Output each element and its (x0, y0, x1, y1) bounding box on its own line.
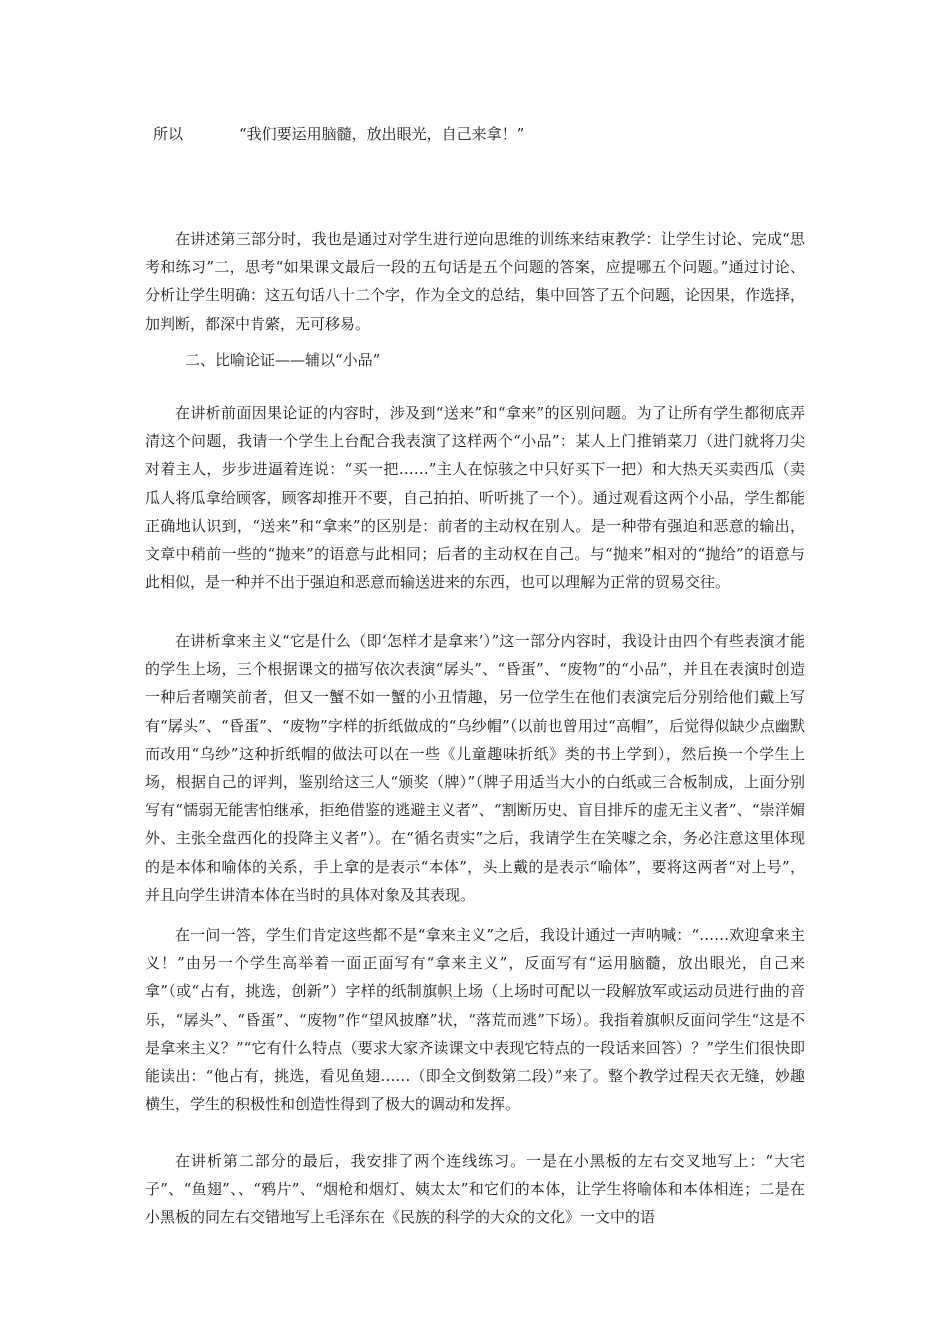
intro-line (153, 120, 524, 148)
paragraph-what-is-it: 在讲析拿来主义“它是什么（即‘怎样才是拿来’）”这一部分内容时，我设计由四个有些表演才能的学生上场，三个根据课文的描写依次表演“孱头”、“昏蛋”、“废物”的“小品”，并且在表演时创造一种后者嘲笑前者，但又一蟹不如一蟹的小丑情趣，另一位学生在他们表演完后分别给他们戴上写有“孱头”、“昏蛋”、“废物”字样的折纸做成的“乌纱帽”（以前也曾用过“高帽”，后觉得似缺少点幽默而改用“乌纱”这种折纸帽的做法可以在一些《儿童趣味折纸》类的书上学到），然后换一个学生上场，根据自己的评判，鉴别给这三人“颁奖（牌）”（牌子用适当大小的白纸或三合板制成，上面分别写有“懦弱无能害怕继承，拒绝借鉴的逃避主义者”、“割断历史、盲目排斥的虚无主义者”、“崇洋媚外、主张全盘西化的投降主义者”）。在“循名责实”之后，我请学生在笑噱之余，务必注意这里体现的是本体和喻体的关系，手上拿的是表示“本体”，头上戴的是表示“喻体”，要将这两者“对上号”，并且向学生讲清本体在当时的具体对象及其表现。 (145, 632, 805, 904)
paragraph-cause-effect: 在讲析前面因果论证的内容时，涉及到“送来”和“拿来”的区别问题。为了让所有学生都彻底弄清这个问题，我请一个学生上台配合我表演了这样两个“小品”：某人上门推销菜刀（进门就将刀尖对着主人，步步进逼着连说：“买一把……”主人在惊骇之中只好买下一把）和大热天买卖西瓜（卖瓜人将瓜拿给顾客，顾客却推开不要，自己拍拍、听听挑了一个）。通过观看这两个小品，学生都能正确地认识到，“送来”和“拿来”的区别是：前者的主动权在别人。是一种带有强迫和恶意的输出，文章中稍前一些的“抛来”的语意与此相同；后者的主动权在自己。与“抛来”相对的“抛给”的语意与此相似，是一种并不出于强迫和恶意而输送进来的东西，也可以理解为正常的贸易交往。 (145, 404, 805, 592)
paragraph-question-answer: 在一问一答，学生们肯定这些都不是“拿来主义”之后，我设计通过一声呐喊：“……欢迎拿来主义！”由另一个学生高举着一面正面写有“拿来主义”，反面写有“运用脑髓，放出眼光，自己来拿”（或“占有，挑选，创新”）字样的纸制旗帜上场（上场时可配以一段解放军或运动员进行曲的音乐，“孱头”、“昏蛋”、“废物”作“望风披靡”状，“落荒而逃”下场）。我指着旗帜反面问学生“这是不是拿来主义？”“它有什么特点（要求大家齐读课文中表现它特点的一段话来回答）？”学生们很快即能读出：“他占有，挑选，看见鱼翅……（即全文倒数第二段）”来了。整个教学过程天衣无缝，妙趣横生，学生的积极性和创造性得到了极大的调动和发挥。 (145, 926, 805, 1114)
intro-label: 所以 (153, 125, 184, 143)
paragraph-third-part: 在讲述第三部分时，我也是通过对学生进行逆向思维的训练来结束教学：让学生讨论、完成“思考和练习”二，思考“如果课文最后一段的五句话是五个问题的答案，应提哪五个问题。”通过讨论、分析让学生明确：这五句话八十二个字，作为全文的总结，集中回答了五个问题，论因果，作选择，加判断，都深中肯綮，无可移易。 (145, 230, 806, 333)
section-heading: 二、比喻论证——辅以“小品” (185, 351, 381, 369)
paragraph-second-part-end: 在讲析第二部分的最后，我安排了两个连线练习。一是在小黑板的左右交叉地写上：“大宅子”、“鱼翅”、、“鸦片”、“烟枪和烟灯、姨太太”和它们的本体，让学生将喻体和本体相连；二是在小黑板的同左右交错地写上毛泽东在《民族的科学的大众的文化》一文中的语 (145, 1152, 805, 1227)
intro-quote: “我们要运用脑髓，放出眼光，自己来拿！” (239, 125, 525, 143)
